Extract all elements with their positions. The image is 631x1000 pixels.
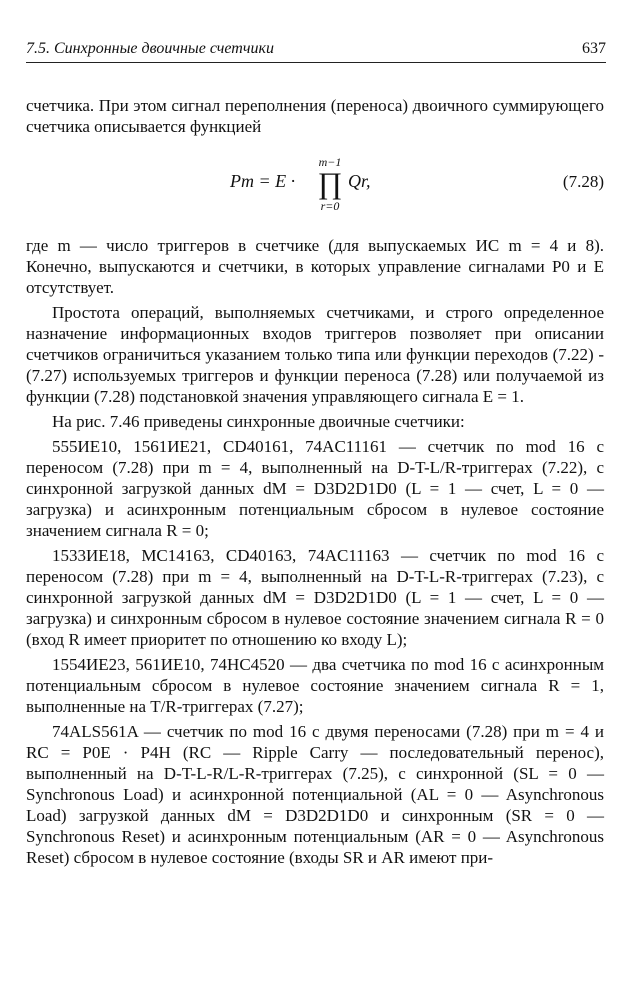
page-body xyxy=(26,95,604,868)
paragraph-5: 555ИЕ10, 1561ИЕ21, CD40161, 74AC11161 — счетчик по mod 16 с переносом (7.28) при m = 4, выполненный на D-T-L/R-триггерах (7.22), с синхронной загрузкой данных dM = D3D2D1D0 (L = 1 — счет, L = 0 — загрузка) и асинхронным потенциальным сбросом в нулевое состояние значением сигнала R = 0; xyxy=(26,437,604,540)
page-header xyxy=(26,40,606,63)
paragraph-4: На рис. 7.46 приведены синхронные двоичные счетчики: xyxy=(52,412,465,431)
product-operator xyxy=(312,155,348,213)
paragraph-2: где m — число триггеров в счетчике (для выпускаемых ИС m = 4 и 8). Конечно, выпускаются и счетчики, в которых управление сигналами P0 и E отсутствует. xyxy=(26,236,604,297)
paragraph-6: 1533ИЕ18, MC14163, CD40163, 74AC11163 — счетчик по mod 16 с переносом (7.28) при m = 4, выполненный на D-T-L-R-триггерах (7.23), с синхронной загрузкой данных dM = D3D2D1D0 (L = 1 — счет, L = 0 — загрузка) и синхронным сбросом в нулевое состояние значением сигнала R = 0 (вход R имеет приоритет по отношению ко входу L); xyxy=(26,546,604,649)
product-upper-limit: m−1 xyxy=(318,155,342,169)
paragraph-1: счетчика. При этом сигнал переполнения (переноса) двоичного суммирующего счетчика описывается функцией xyxy=(26,96,604,136)
product-symbol: ∏ xyxy=(317,167,343,200)
equation-number: (7.28) xyxy=(562,172,604,191)
paragraph-3: Простота операций, выполняемых счетчиками, и строго определенное назначение информационных входов триггеров позволяет при описании счетчиков ограничиться указанием только типа или функции переходов (7.22) - (7.27) используемых триггеров и функции переноса (7.28) или получаемой из функции (7.28) подстановкой значения управляющего сигнала E = 1. xyxy=(26,303,604,406)
paragraph-8: 74ALS561A — счетчик по mod 16 с двумя переносами (7.28) при m = 4 и RC = P0E · P4H (RC — Ripple Carry — последовательный перенос), выполненный на D-T-L-R/L-R-триггерах (7.25), с синхронной (SL = 0 — Synchronous Load) и асинхронной потенциальной (AL = 0 — Asynchronous Load) загрузкой данных dM = D3D2D1D0 и синхронным (SR = 0 — Synchronous Reset) и асинхронным потенциальным (AR = 0 — Asynchronous Reset) сбросом в нулевое состояние (входы SR и AR имеют при- xyxy=(26,722,604,867)
paragraph-7: 1554ИЕ23, 561ИЕ10, 74HC4520 — два счетчика по mod 16 с асинхронным потенциальным сбросом в нулевое состояние значением сигнала R = 1, выполненные на T/R-триггерах (7.27); xyxy=(26,655,604,716)
formula-7-28 xyxy=(26,143,604,229)
section-title: 7.5. Синхронные двоичные счетчики xyxy=(26,40,274,57)
page-number: 637 xyxy=(582,40,606,57)
formula-lhs: Pm = E · xyxy=(230,171,296,191)
product-lower-limit: r=0 xyxy=(320,199,340,213)
formula-rhs: Qr, xyxy=(348,171,371,191)
